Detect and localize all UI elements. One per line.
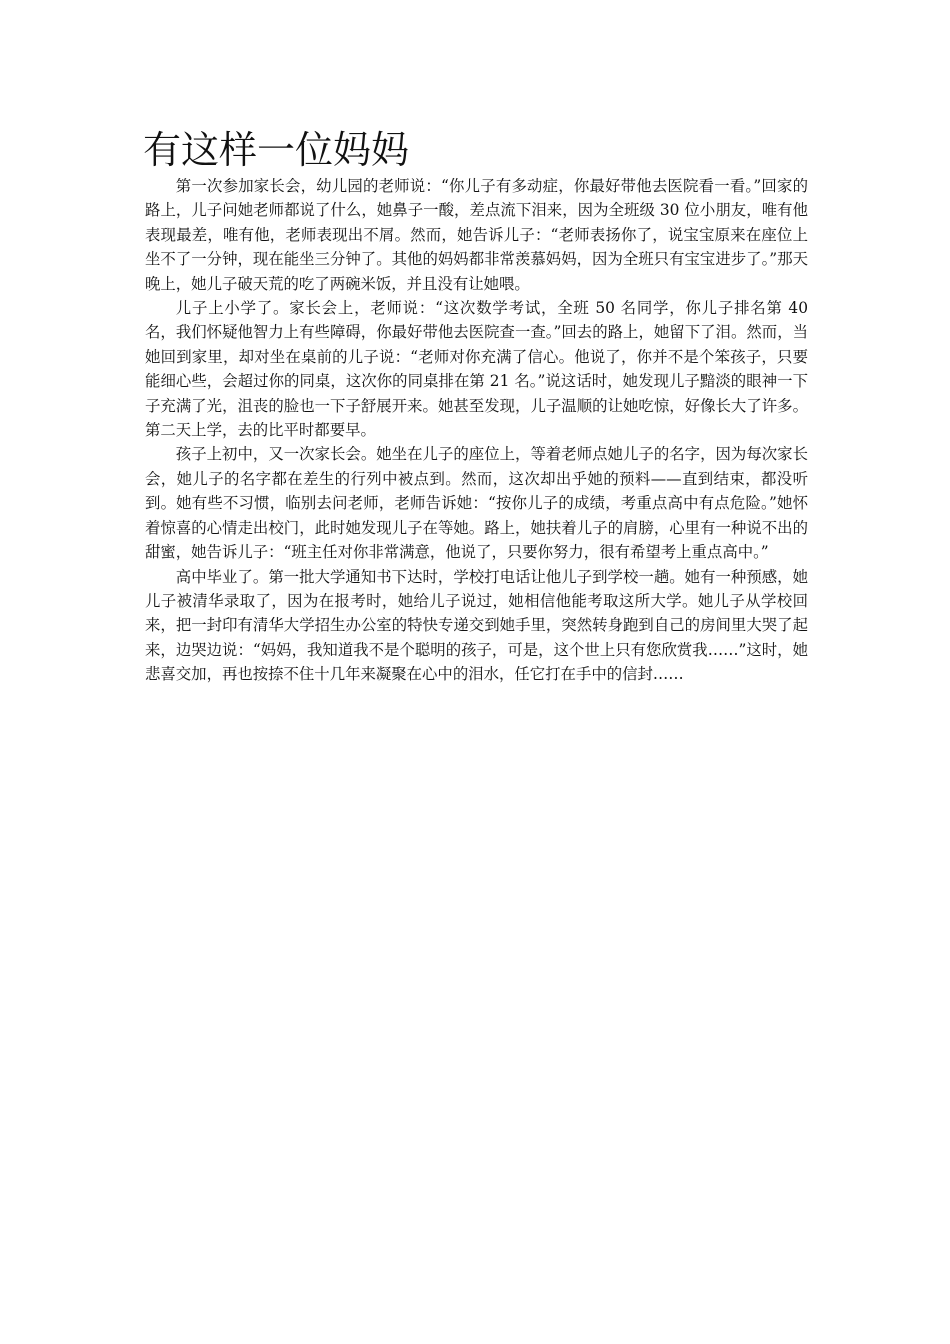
- document-title: 有这样一位妈妈: [143, 128, 410, 172]
- paragraph-primary-school: 儿子上小学了。家长会上，老师说：“这次数学考试，全班 50 名同学，你儿子排名第 40 名，我们怀疑他智力上有些障碍，你最好带他去医院查一查。”回去的路上，她留下了泪。然而，当她回到家里，却对坐在桌前的儿子说：“老师对你充满了信心。他说了，你并不是个笨孩子，只要能细心些，会超过你的同桌，这次你的同桌排在第 21 名。”说这话时，她发现儿子黯淡的眼神一下子充满了光，沮丧的脸也一下子舒展开来。她甚至发现，儿子温顺的让她吃惊，好像长大了许多。第二天上学，去的比平时都要早。: [145, 299, 808, 440]
- paragraph-high-school: 高中毕业了。第一批大学通知书下达时，学校打电话让他儿子到学校一趟。她有一种预感，她儿子被清华录取了，因为在报考时，她给儿子说过，她相信他能考取这所大学。她儿子从学校回来，把一封印有清华大学招生办公室的特快专递交到她手里，突然转身跑到自己的房间里大哭了起来，边哭边说：“妈妈，我知道我不是个聪明的孩子，可是，这个世上只有您欣赏我……”这时，她悲喜交加，再也按捺不住十几年来凝聚在心中的泪水，任它打在手中的信封……: [145, 567, 808, 684]
- paragraph-middle-school: 孩子上初中，又一次家长会。她坐在儿子的座位上，等着老师点她儿子的名字，因为每次家长会，她儿子的名字都在差生的行列中被点到。然而，这次却出乎她的预料——直到结束，都没听到。她有些不习惯，临别去问老师，老师告诉她：“按你儿子的成绩，考重点高中有点危险。”她怀着惊喜的心情走出校门，此时她发现儿子在等她。路上，她扶着儿子的肩膀，心里有一种说不出的甜蜜，她告诉儿子：“班主任对你非常满意，他说了，只要你努力，很有希望考上重点高中。”: [145, 445, 808, 562]
- document-page: [145, 126, 808, 687]
- paragraph-kindergarten: 第一次参加家长会，幼儿园的老师说：“你儿子有多动症，你最好带他去医院看一看。”回家的路上，儿子问她老师都说了什么，她鼻子一酸，差点流下泪来，因为全班级 30 位小朋友，唯有他表现最差，唯有他，老师表现出不屑。然而，她告诉儿子：“老师表扬你了，说宝宝原来在座位上坐不了一分钟，现在能坐三分钟了。其他的妈妈都非常羡慕妈妈，因为全班只有宝宝进步了。”那天晚上，她儿子破天荒的吃了两碗米饭，并且没有让她喂。: [145, 177, 808, 293]
